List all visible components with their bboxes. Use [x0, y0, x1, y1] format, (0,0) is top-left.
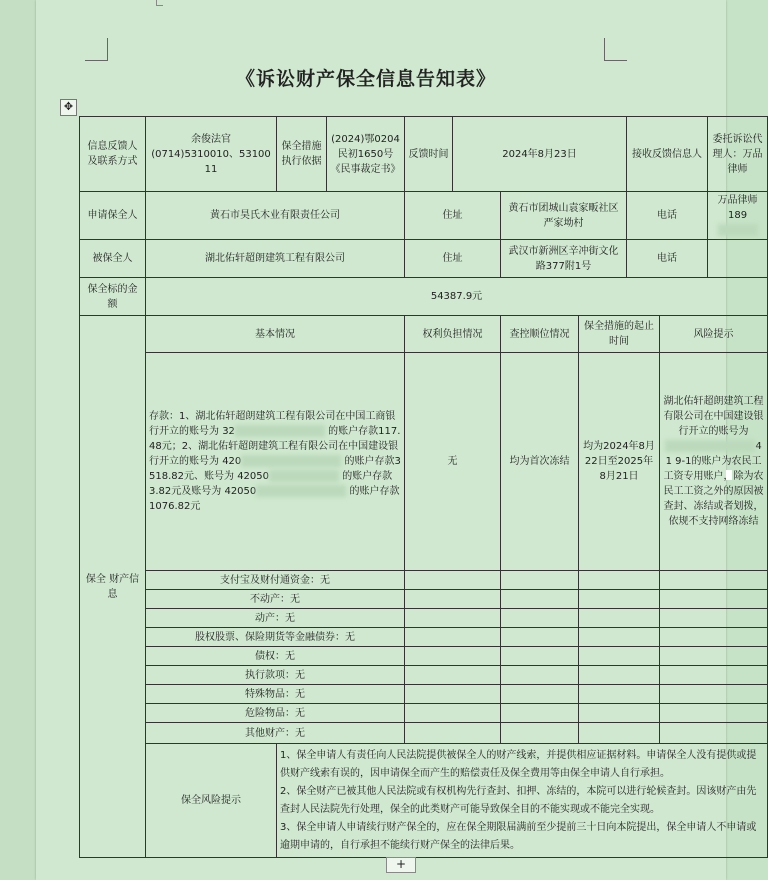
- basis-label: 保全措施执行依据: [277, 117, 327, 192]
- col-order: 查控顺位情况: [501, 316, 579, 353]
- respondent-addr: 武汉市新洲区辛冲街文化路377附1号: [501, 240, 627, 278]
- other-property-item: 特殊物品：无: [146, 685, 405, 704]
- time-label: 反馈时间: [405, 117, 453, 192]
- note-1: 1、保全申请人有责任向人民法院提供被保全人的财产线索，并提供相应证据材料。申请保全人没有提供或提供财产线索有误的，因申请保全而产生的赔偿责任及保全费用等由保全申请人自行承担。: [280, 749, 757, 779]
- time-value: 2024年8月23日: [453, 117, 627, 192]
- amount-value: 54387.9元: [146, 278, 768, 316]
- col-rights: 权利负担情况: [405, 316, 501, 353]
- col-risk: 风险提示: [660, 316, 768, 353]
- table-move-icon[interactable]: ✥: [60, 99, 77, 116]
- ruler-mark: [156, 0, 163, 6]
- left-margin-strip: [0, 0, 36, 880]
- respondent-phone: [708, 240, 768, 278]
- note-2: 2、保全财产已被其他人民法院或有权机构先行查封、扣押、冻结的，本院可以进行轮候查封。因该财产由先查封人民法院先行处理，保全的此类财产可能导致保全目的不能实现或不能完全实现。: [280, 785, 757, 815]
- applicant-phone-name: 万品律师: [717, 195, 758, 206]
- redacted-account: [256, 485, 346, 497]
- redacted-account: [241, 455, 341, 467]
- info-table: [79, 116, 768, 858]
- other-property-item: 股权股票、保险期货等金融债券：无: [146, 628, 405, 647]
- other-property-item: 不动产：无: [146, 590, 405, 609]
- respondent-addr-label: 住址: [405, 240, 501, 278]
- period-value: 均为2024年8月22日至2025年8月21日: [579, 353, 660, 571]
- redacted-account: [235, 425, 325, 437]
- deposit-detail: 存款：1、湖北佑轩超朗建筑工程有限公司在中国工商银行开立的账号为 32 的账户存款117.48元；2、湖北佑轩超朗建筑工程有限公司在中国建设银行开立的账号为 420 的账户存款3518.82元、账号为 42050 的账户存款3.82元及账号为 42050 的账户存款1076.82元: [146, 353, 405, 571]
- applicant-phone: [708, 192, 768, 240]
- redacted-account: [665, 440, 755, 452]
- other-property-item: 支付宝及财付通资金：无: [146, 571, 405, 590]
- receiver-label: 接收反馈信息人: [627, 117, 708, 192]
- crop-mark-top-right: [604, 38, 627, 61]
- add-row-button[interactable]: +: [386, 857, 416, 873]
- col-period: 保全措施的起止时间: [579, 316, 660, 353]
- applicant-phone-label: 电话: [627, 192, 708, 240]
- applicant-addr: 黄石市团城山袁家畈社区严家坳村: [501, 192, 627, 240]
- redacted-account: [269, 470, 339, 482]
- property-section-label: 保全 财产信息: [80, 316, 146, 858]
- other-property-item: 执行款项：无: [146, 666, 405, 685]
- applicant-name: 黄石市昊氏木业有限责任公司: [146, 192, 405, 240]
- redacted-phone: [718, 224, 758, 236]
- other-property-item: 动产：无: [146, 609, 405, 628]
- other-property-item: 危险物品：无: [146, 704, 405, 723]
- amount-label: 保全标的金额: [80, 278, 146, 316]
- feedback-label: 信息反馈人及联系方式: [80, 117, 146, 192]
- other-property-item: 债权：无: [146, 647, 405, 666]
- basis-value: (2024)鄂0204民初1650号《民事裁定书》: [327, 117, 405, 192]
- judge-phone: (0714)5310010、5310011: [151, 148, 271, 175]
- crop-mark-top-left: [85, 38, 108, 61]
- applicant-label: 申请保全人: [80, 192, 146, 240]
- applicant-phone-prefix: 189: [727, 210, 748, 221]
- col-basic: 基本情况: [146, 316, 405, 353]
- judge-name: 余俊法官: [191, 133, 231, 145]
- notes-label: 保全风险提示: [146, 744, 277, 858]
- rights-value: 无: [405, 353, 501, 571]
- document-title: 《诉讼财产保全信息告知表》: [235, 68, 496, 90]
- respondent-name: 湖北佑轩超朗建筑工程有限公司: [146, 240, 405, 278]
- receiver-value: 委托诉讼代理人：万品律师: [708, 117, 768, 192]
- respondent-label: 被保全人: [80, 240, 146, 278]
- judge-contact: [146, 117, 277, 192]
- respondent-phone-label: 电话: [627, 240, 708, 278]
- order-value: 均为首次冻结: [501, 353, 579, 571]
- other-property-item: 其他财产：无: [146, 723, 405, 744]
- note-3: 3、保全申请人申请续行财产保全的，应在保全期限届满前至少提前三十日向本院提出，保全申请人不申请或逾期申请的，自行承担不能续行财产保全的法律后果。: [280, 821, 757, 851]
- applicant-addr-label: 住址: [405, 192, 501, 240]
- notes-content: [277, 744, 768, 858]
- risk-value: 湖北佑轩超朗建筑工程有限公司在中国建设银行开立的账号为 41 9-1的账户为农民工工资专用账户，除为农民工工资之外的原因被查封、冻结或者划拨，依规不支持网络冻结: [660, 353, 768, 571]
